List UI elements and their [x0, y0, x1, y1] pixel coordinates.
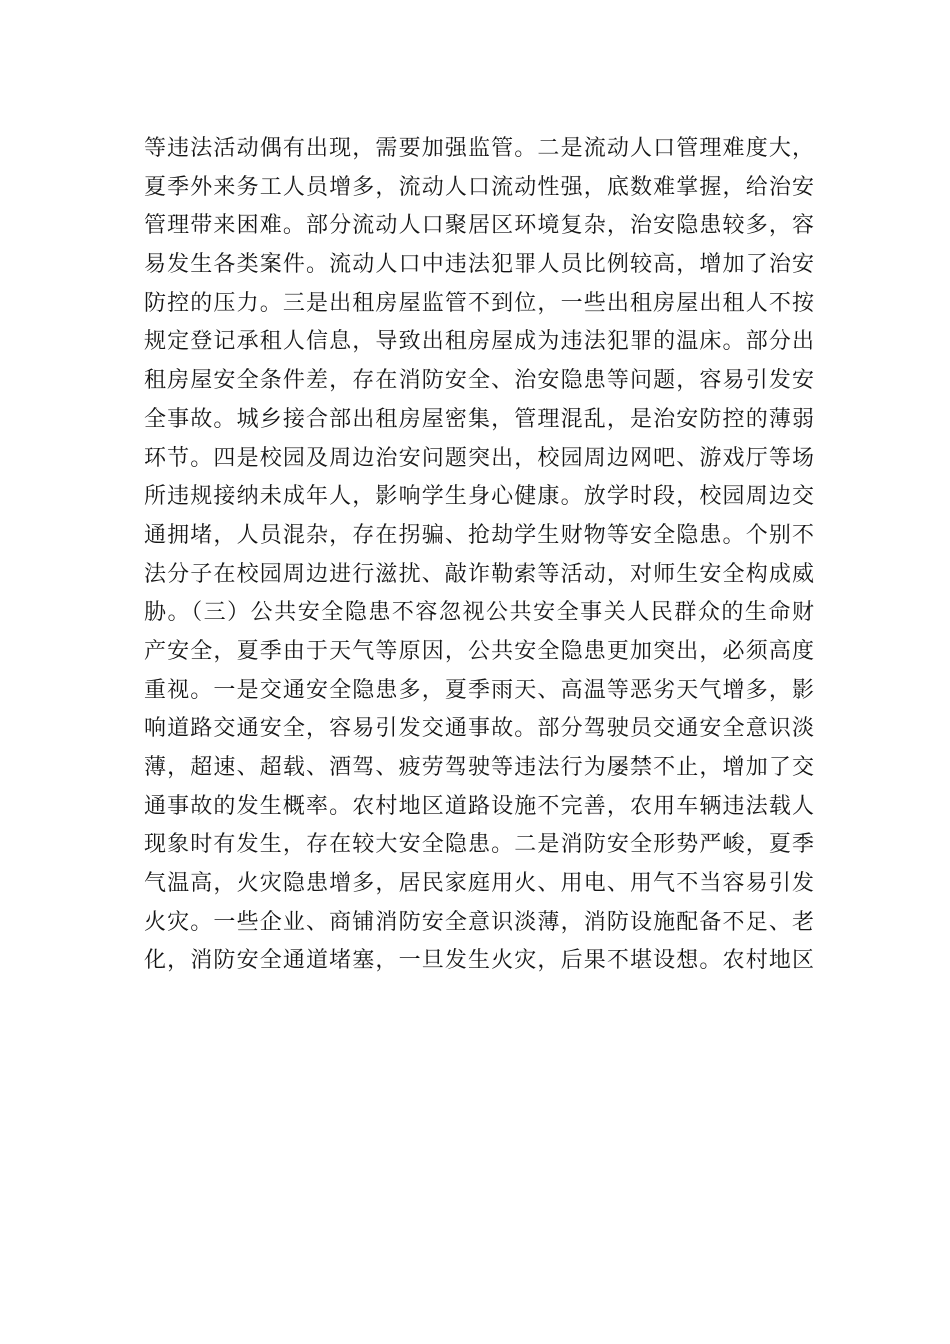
text-line: 现象时有发生，存在较大安全隐患。二是消防安全形势严峻，夏季	[144, 832, 814, 858]
text-line: 易发生各类案件。流动人口中违法犯罪人员比例较高，增加了治安	[144, 252, 814, 278]
text-line: 管理带来困难。部分流动人口聚居区环境复杂，治安隐患较多，容	[144, 213, 814, 239]
text-line: 防控的压力。三是出租房屋监管不到位，一些出租房屋出租人不按	[144, 290, 814, 316]
text-line: 通事故的发生概率。农村地区道路设施不完善，农用车辆违法载人	[144, 793, 814, 819]
text-line: 化，消防安全通道堵塞，一旦发生火灾，后果不堪设想。农村地区	[144, 948, 814, 974]
text-line: 气温高，火灾隐患增多，居民家庭用火、用电、用气不当容易引发	[144, 871, 814, 897]
text-line: 夏季外来务工人员增多，流动人口流动性强，底数难掌握，给治安	[144, 174, 814, 200]
text-line: 响道路交通安全，容易引发交通事故。部分驾驶员交通安全意识淡	[144, 716, 814, 742]
text-line: 全事故。城乡接合部出租房屋密集，管理混乱，是治安防控的薄弱	[144, 406, 814, 432]
text-line: 火灾。一些企业、商铺消防安全意识淡薄，消防设施配备不足、老	[144, 909, 814, 935]
text-line: 胁。（三）公共安全隐患不容忽视公共安全事关人民群众的生命财	[144, 600, 814, 626]
text-line: 环节。四是校园及周边治安问题突出，校园周边网吧、游戏厅等场	[144, 445, 814, 471]
text-line: 规定登记承租人信息，导致出租房屋成为违法犯罪的温床。部分出	[144, 329, 814, 355]
text-line: 等违法活动偶有出现，需要加强监管。二是流动人口管理难度大，	[144, 136, 814, 161]
text-line: 所违规接纳未成年人，影响学生身心健康。放学时段，校园周边交	[144, 484, 814, 510]
text-line: 重视。一是交通安全隐患多，夏季雨天、高温等恶劣天气增多，影	[144, 677, 814, 703]
text-line: 法分子在校园周边进行滋扰、敲诈勒索等活动，对师生安全构成威	[144, 561, 814, 587]
text-line: 薄，超速、超载、酒驾、疲劳驾驶等违法行为屡禁不止，增加了交	[144, 755, 814, 780]
text-line: 通拥堵，人员混杂，存在拐骗、抢劫学生财物等安全隐患。个别不	[144, 522, 814, 548]
body-text	[144, 130, 814, 981]
text-line: 租房屋安全条件差，存在消防安全、治安隐患等问题，容易引发安	[144, 368, 814, 394]
text-line: 产安全，夏季由于天气等原因，公共安全隐患更加突出，必须高度	[144, 638, 814, 664]
